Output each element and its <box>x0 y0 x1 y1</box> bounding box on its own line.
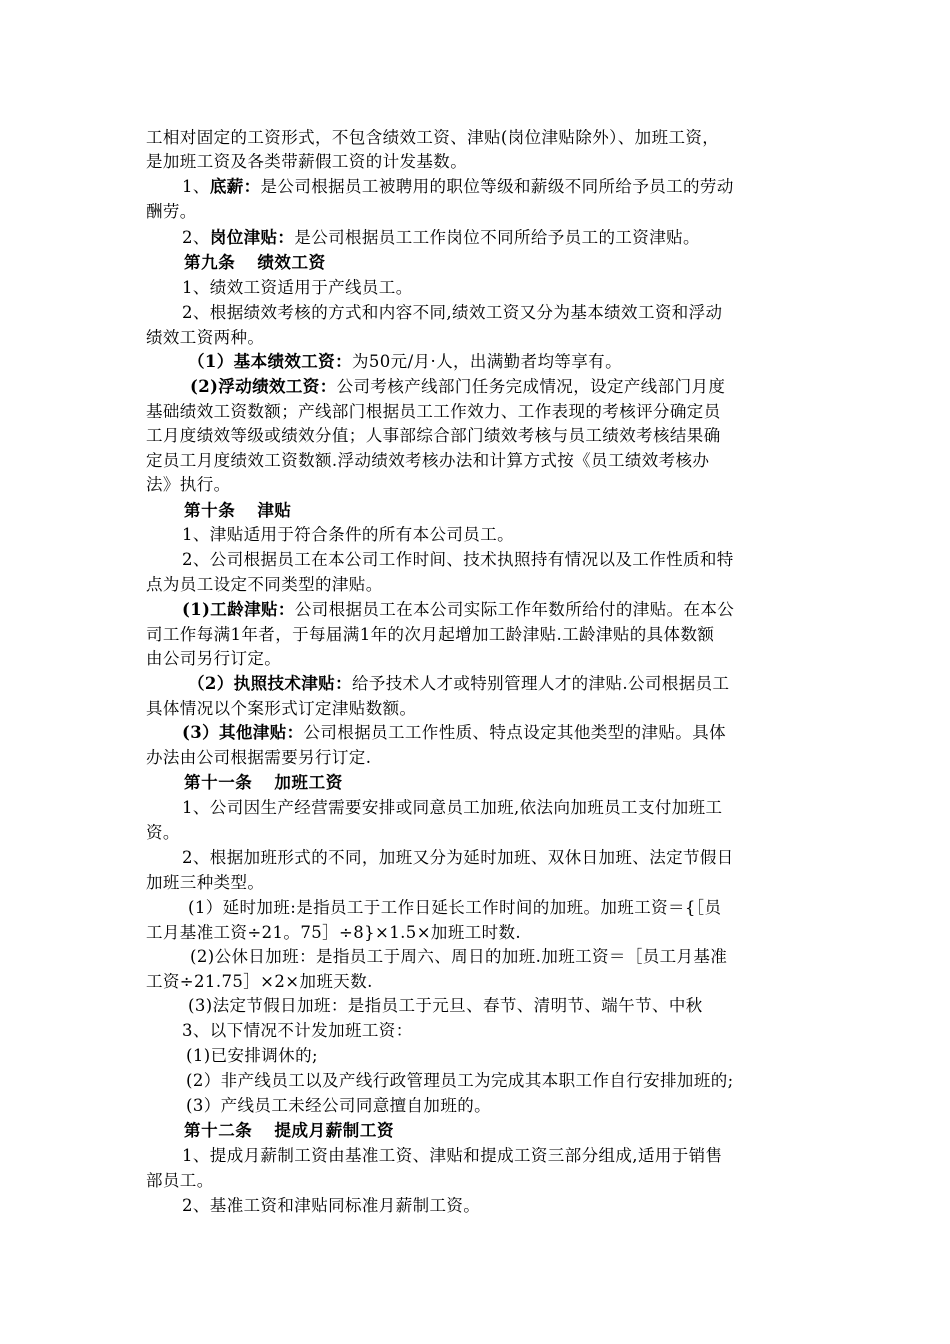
line-text: 2、根据加班形式的不同，加班又分为延时加班、双休日加班、法定节假日 <box>182 848 734 867</box>
line-text: 资。 <box>146 823 180 842</box>
line-text: (3)法定节假日加班：是指员工于元旦、春节、清明节、端午节、中秋 <box>188 996 703 1015</box>
line-text: 为50元/月·人，出满勤者均等享有。 <box>351 352 622 371</box>
article-heading <box>184 252 326 276</box>
line-text: 1、津贴适用于符合条件的所有本公司员工。 <box>182 525 514 544</box>
line-text: 工月基准工资÷21。75］÷8}×1.5×加班工时数. <box>146 923 522 942</box>
line-text: 是公司根据员工工作岗位不同所给予员工的工资津贴。 <box>294 228 700 247</box>
article-heading <box>184 772 343 796</box>
line-text: 1、绩效工资适用于产线员工。 <box>182 278 413 297</box>
line-text: 法》执行。 <box>146 475 231 494</box>
line-text: (3）产线员工未经公司同意擅自加班的。 <box>186 1096 492 1115</box>
text-line <box>182 1195 480 1219</box>
line-text: 2、公司根据员工在本公司工作时间、技术执照持有情况以及工作性质和特 <box>182 550 734 569</box>
text-line <box>182 302 722 326</box>
defined-term: (2)浮动绩效工资： <box>190 377 337 396</box>
article-title: 津贴 <box>257 501 292 520</box>
text-line <box>188 995 703 1019</box>
line-text: 工相对固定的工资形式，不包含绩效工资、津贴(岗位津贴除外）、加班工资， <box>146 128 720 147</box>
line-text: 部员工。 <box>146 1171 214 1190</box>
text-line <box>186 1070 734 1094</box>
line-text: 定员工月度绩效工资数额.浮动绩效考核办法和计算方式按《员工绩效考核办 <box>146 451 710 470</box>
line-text: 工资÷21.75］×2×加班天数. <box>146 972 373 991</box>
line-text: 公司根据员工在本公司实际工作年数所给付的津贴。在本公 <box>294 600 735 619</box>
text-line <box>146 872 264 896</box>
text-line <box>146 401 721 425</box>
line-text: 给予技术人才或特别管理人才的津贴.公司根据员工 <box>351 674 730 693</box>
text-line <box>146 1170 214 1194</box>
line-text: 是公司根据员工被聘用的职位等级和薪级不同所给予员工的劳动 <box>260 177 734 196</box>
defined-term: （2）执照技术津贴： <box>188 674 352 693</box>
line-text: 酬劳。 <box>146 202 197 221</box>
line-text: 3、以下情况不计发加班工资： <box>182 1021 413 1040</box>
line-text: (2）非产线员工以及产线行政管理员工为完成其本职工作自行安排加班的; <box>186 1071 734 1090</box>
defined-term: 底薪： <box>209 177 261 196</box>
article-heading <box>184 500 292 524</box>
text-line <box>146 450 709 474</box>
text-line <box>146 127 719 151</box>
article-number: 第九条 <box>184 253 236 272</box>
text-line <box>188 897 721 921</box>
item-number: 2、 <box>182 228 210 247</box>
definition-line <box>188 351 622 375</box>
text-line <box>146 971 373 995</box>
line-text: 2、基准工资和津贴同标准月薪制工资。 <box>182 1196 481 1215</box>
line-text: (1）延时加班:是指员工于工作日延长工作时间的加班。加班工资＝{［员 <box>188 898 722 917</box>
defined-term: (1)工龄津贴： <box>182 600 295 619</box>
text-line <box>146 922 521 946</box>
text-line <box>182 1145 722 1169</box>
line-text: 具体情况以个案形式订定津贴数额。 <box>146 699 417 718</box>
defined-term: 岗位津贴： <box>209 228 295 247</box>
article-title: 提成月薪制工资 <box>274 1121 395 1140</box>
line-text: 司工作每满1年者，于每届满1年的次月起增加工龄津贴.工龄津贴的具体数额 <box>146 625 715 644</box>
line-text: 1、提成月薪制工资由基准工资、津贴和提成工资三部分组成,适用于销售 <box>182 1146 723 1165</box>
definition-line <box>188 673 729 697</box>
line-text: 公司考核产线部门任务完成情况，设定产线部门月度 <box>336 377 726 396</box>
text-line <box>146 425 721 449</box>
line-text: 点为员工设定不同类型的津贴。 <box>146 575 383 594</box>
text-line <box>182 1020 413 1044</box>
item-number: 1、 <box>182 177 210 196</box>
line-text: 2、根据绩效考核的方式和内容不同,绩效工资又分为基本绩效工资和浮动 <box>182 303 723 322</box>
line-text: 公司根据员工工作性质、特点设定其他类型的津贴。具体 <box>303 723 726 742</box>
line-text: 基础绩效工资数额；产线部门根据员工工作效力、工作表现的考核评分确定员 <box>146 402 721 421</box>
article-title: 加班工资 <box>274 773 343 792</box>
text-line <box>146 747 371 771</box>
text-line <box>182 797 722 821</box>
definition-line <box>182 227 700 251</box>
text-line <box>146 474 231 498</box>
defined-term: （1）基本绩效工资： <box>188 352 352 371</box>
text-line <box>146 624 714 648</box>
line-text: 工月度绩效等级或绩效分值；人事部综合部门绩效考核与员工绩效考核结果确 <box>146 426 721 445</box>
text-line <box>186 1095 491 1119</box>
text-line <box>182 277 413 301</box>
line-text: (2)公休日加班：是指员工于周六、周日的加班.加班工资＝［员工月基准 <box>190 947 728 966</box>
text-line <box>146 574 383 598</box>
line-text: 绩效工资两种。 <box>146 328 265 347</box>
text-line <box>146 648 281 672</box>
line-text: 办法由公司根据需要另行订定. <box>146 748 372 767</box>
definition-line <box>182 176 734 200</box>
article-number: 第十二条 <box>184 1121 253 1140</box>
text-line <box>146 698 416 722</box>
definition-line <box>182 599 734 623</box>
line-text: 加班三种类型。 <box>146 873 265 892</box>
text-line <box>182 524 514 548</box>
text-line <box>190 946 727 970</box>
article-heading <box>184 1120 394 1144</box>
defined-term: (3）其他津贴： <box>182 723 304 742</box>
definition-line <box>182 722 726 746</box>
text-line <box>146 822 180 846</box>
text-line <box>146 151 467 175</box>
definition-line <box>190 376 725 400</box>
line-text: 由公司另行订定。 <box>146 649 282 668</box>
line-text: 1、公司因生产经营需要安排或同意员工加班,依法向加班员工支付加班工 <box>182 798 723 817</box>
text-line <box>146 201 197 225</box>
article-title: 绩效工资 <box>257 253 326 272</box>
article-number: 第十一条 <box>184 773 253 792</box>
line-text: 是加班工资及各类带薪假工资的计发基数。 <box>146 152 468 171</box>
text-line <box>182 847 734 871</box>
line-text: (1)已安排调休的; <box>186 1046 318 1065</box>
text-line <box>182 549 734 573</box>
article-number: 第十条 <box>184 501 236 520</box>
text-line <box>186 1045 318 1069</box>
text-line <box>146 327 264 351</box>
